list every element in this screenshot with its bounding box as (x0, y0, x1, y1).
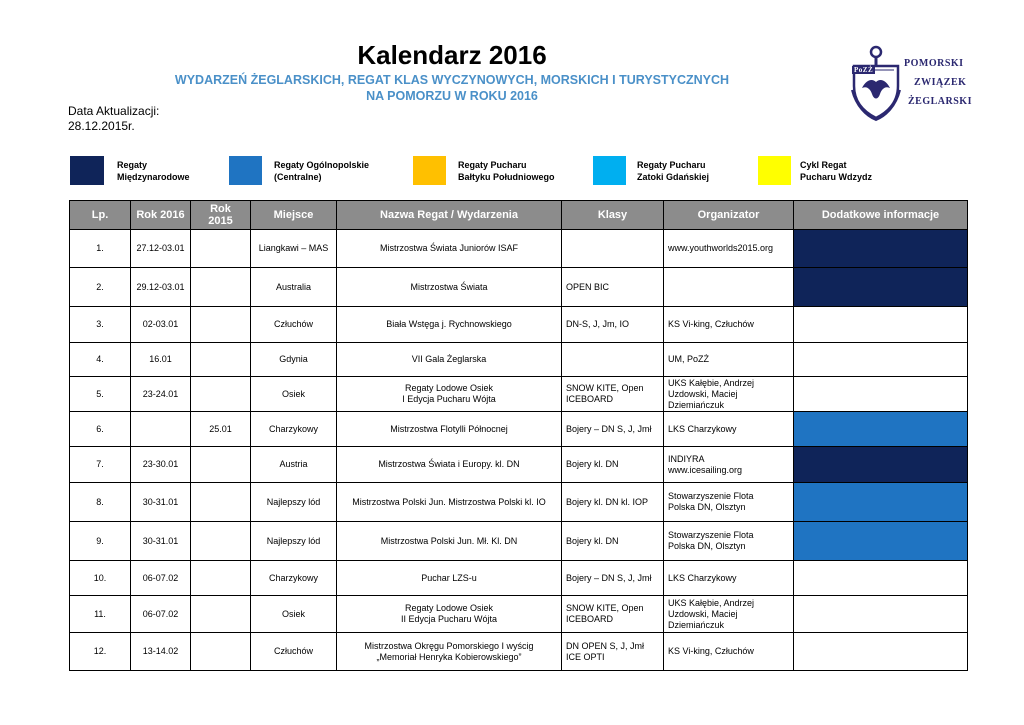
cell-dodatkowe (794, 377, 968, 412)
update-date: 28.12.2015r. (68, 119, 135, 133)
cell-lp: 9. (70, 522, 131, 561)
header-rok-2016: Rok 2016 (131, 201, 191, 230)
page-subtitle-line2: NA POMORZU W ROKU 2016 (366, 89, 538, 103)
cell-dodatkowe (794, 633, 968, 671)
pozz-logo (848, 44, 972, 122)
logo-line3: ŻEGLARSKI (908, 96, 972, 107)
cell-lp: 11. (70, 596, 131, 633)
cell-nazwa: Mistrzostwa Świata Juniorów ISAF (337, 230, 562, 268)
cell-lp: 1. (70, 230, 131, 268)
legend-label-wdzydze-cup: Cykl Regat Pucharu Wdzydz (800, 160, 873, 182)
cell-organizator (664, 268, 794, 307)
table-body (70, 230, 968, 671)
cell-nazwa: Regaty Lodowe Osiek I Edycja Pucharu Wójta (337, 377, 562, 412)
cell-rok-2016: 16.01 (131, 343, 191, 377)
cell-dodatkowe (794, 447, 968, 483)
cell-nazwa: Mistrzostwa Świata i Europy. kl. DN (337, 447, 562, 483)
cell-miejsce: Najlepszy lód (251, 483, 337, 522)
cell-miejsce: Australia (251, 268, 337, 307)
header-klasy: Klasy (562, 201, 664, 230)
table-row (70, 268, 968, 307)
header-lp: Lp. (70, 201, 131, 230)
cell-nazwa: Puchar LZS-u (337, 561, 562, 596)
cell-rok-2015 (191, 268, 251, 307)
cell-klasy: SNOW KITE, Open ICEBOARD (562, 596, 664, 633)
update-label: Data Aktualizacji: (68, 104, 160, 118)
cell-organizator: Stowarzyszenie Flota Polska DN, Olsztyn (664, 522, 794, 561)
cell-rok-2016: 30-31.01 (131, 483, 191, 522)
table-row (70, 596, 968, 633)
table-row (70, 307, 968, 343)
table-row (70, 343, 968, 377)
header-nazwa: Nazwa Regat / Wydarzenia (337, 201, 562, 230)
table-row (70, 447, 968, 483)
cell-nazwa: Mistrzostwa Flotylli Północnej (337, 412, 562, 447)
cell-nazwa: Mistrzostwa Polski Jun. Mistrzostwa Polski kl. IO (337, 483, 562, 522)
cell-miejsce: Osiek (251, 377, 337, 412)
cell-miejsce: Osiek (251, 596, 337, 633)
cell-rok-2016: 27.12-03.01 (131, 230, 191, 268)
cell-rok-2015 (191, 447, 251, 483)
legend-swatch-wdzydze-cup (758, 156, 791, 185)
cell-organizator: LKS Charzykowy (664, 561, 794, 596)
cell-klasy: Bojery kl. DN kl. IOP (562, 483, 664, 522)
header-miejsce: Miejsce (251, 201, 337, 230)
cell-klasy: SNOW KITE, Open ICEBOARD (562, 377, 664, 412)
cell-organizator: INDIYRA www.icesailing.org (664, 447, 794, 483)
table-row (70, 633, 968, 671)
cell-dodatkowe (794, 483, 968, 522)
cell-miejsce: Gdynia (251, 343, 337, 377)
cell-klasy: DN OPEN S, J, Jmł ICE OPTI (562, 633, 664, 671)
cell-dodatkowe (794, 268, 968, 307)
cell-dodatkowe (794, 596, 968, 633)
cell-lp: 4. (70, 343, 131, 377)
cell-organizator: www.youthworlds2015.org (664, 230, 794, 268)
cell-miejsce: Liangkawi – MAS (251, 230, 337, 268)
legend-label-international: Regaty Międzynarodowe (117, 160, 190, 182)
regatta-calendar-table (69, 200, 968, 671)
cell-rok-2016: 30-31.01 (131, 522, 191, 561)
page-subtitle-line1: WYDARZEŃ ŻEGLARSKICH, REGAT KLAS WYCZYNOWYCH, MORSKICH I TURYSTYCZNYCH (174, 73, 730, 87)
cell-rok-2015 (191, 343, 251, 377)
cell-organizator: UKS Kałębie, Andrzej Uzdowski, Maciej Dziemiańczuk (664, 596, 794, 633)
cell-organizator: KS Vi-king, Człuchów (664, 307, 794, 343)
cell-miejsce: Austria (251, 447, 337, 483)
table-row (70, 522, 968, 561)
cell-dodatkowe (794, 522, 968, 561)
legend-swatch-baltic-cup (413, 156, 446, 185)
cell-lp: 12. (70, 633, 131, 671)
table-row (70, 377, 968, 412)
cell-organizator: UM, PoZŻ (664, 343, 794, 377)
cell-nazwa: Mistrzostwa Świata (337, 268, 562, 307)
cell-organizator: KS Vi-king, Człuchów (664, 633, 794, 671)
cell-dodatkowe (794, 343, 968, 377)
cell-rok-2016: 23-24.01 (131, 377, 191, 412)
table-row (70, 230, 968, 268)
cell-organizator: LKS Charzykowy (664, 412, 794, 447)
legend-swatch-international (70, 156, 104, 185)
cell-klasy: Bojery – DN S, J, Jmł (562, 412, 664, 447)
cell-rok-2016: 02-03.01 (131, 307, 191, 343)
cell-nazwa: Biała Wstęga j. Rychnowskiego (337, 307, 562, 343)
cell-rok-2016: 06-07.02 (131, 596, 191, 633)
logo-line2: ZWIĄZEK (914, 77, 967, 88)
header-organizator: Organizator (664, 201, 794, 230)
cell-klasy: Bojery kl. DN (562, 447, 664, 483)
anchor-shield-icon (848, 44, 908, 122)
update-info (68, 104, 159, 134)
cell-dodatkowe (794, 561, 968, 596)
table-header-row (70, 201, 968, 230)
cell-rok-2016: 29.12-03.01 (131, 268, 191, 307)
cell-lp: 2. (70, 268, 131, 307)
cell-lp: 8. (70, 483, 131, 522)
page-title: Kalendarz 2016 (357, 40, 547, 70)
cell-rok-2016 (131, 412, 191, 447)
cell-rok-2015 (191, 561, 251, 596)
table-row (70, 412, 968, 447)
cell-lp: 7. (70, 447, 131, 483)
cell-rok-2015: 25.01 (191, 412, 251, 447)
cell-miejsce: Człuchów (251, 633, 337, 671)
cell-rok-2016: 06-07.02 (131, 561, 191, 596)
cell-rok-2015 (191, 230, 251, 268)
legend-swatch-gdansk-cup (593, 156, 626, 185)
legend-label-national: Regaty Ogólnopolskie (Centralne) (274, 160, 370, 182)
cell-rok-2015 (191, 307, 251, 343)
legend-label-gdansk-cup: Regaty Pucharu Zatoki Gdańskiej (637, 160, 710, 182)
cell-klasy: OPEN BIC (562, 268, 664, 307)
cell-miejsce: Charzykowy (251, 561, 337, 596)
cell-nazwa: Mistrzostwa Okręgu Pomorskiego I wyścig „Memoriał Henryka Kobierowskiego” (337, 633, 562, 671)
legend-label-baltic-cup: Regaty Pucharu Bałtyku Południowego (458, 160, 555, 182)
cell-rok-2015 (191, 377, 251, 412)
cell-rok-2015 (191, 596, 251, 633)
cell-rok-2016: 13-14.02 (131, 633, 191, 671)
legend-swatch-national (229, 156, 262, 185)
cell-klasy (562, 343, 664, 377)
cell-nazwa: Regaty Lodowe Osiek II Edycja Pucharu Wójta (337, 596, 562, 633)
cell-rok-2015 (191, 633, 251, 671)
table-row (70, 483, 968, 522)
cell-dodatkowe (794, 307, 968, 343)
cell-miejsce: Najlepszy lód (251, 522, 337, 561)
cell-klasy: Bojery kl. DN (562, 522, 664, 561)
cell-nazwa: Mistrzostwa Polski Jun. Mł. Kl. DN (337, 522, 562, 561)
logo-badge: PoZŻ (854, 66, 874, 74)
cell-klasy: DN-S, J, Jm, IO (562, 307, 664, 343)
cell-klasy (562, 230, 664, 268)
cell-klasy: Bojery – DN S, J, Jmł (562, 561, 664, 596)
cell-miejsce: Charzykowy (251, 412, 337, 447)
cell-dodatkowe (794, 230, 968, 268)
cell-lp: 5. (70, 377, 131, 412)
cell-organizator: Stowarzyszenie Flota Polska DN, Olsztyn (664, 483, 794, 522)
header-dodatkowe: Dodatkowe informacje (794, 201, 968, 230)
cell-organizator: UKS Kałębie, Andrzej Uzdowski, Maciej Dziemiańczuk (664, 377, 794, 412)
cell-rok-2015 (191, 483, 251, 522)
cell-miejsce: Człuchów (251, 307, 337, 343)
cell-nazwa: VII Gala Żeglarska (337, 343, 562, 377)
logo-line1: POMORSKI (904, 58, 964, 69)
cell-lp: 3. (70, 307, 131, 343)
cell-lp: 6. (70, 412, 131, 447)
cell-rok-2016: 23-30.01 (131, 447, 191, 483)
cell-dodatkowe (794, 412, 968, 447)
table-row (70, 561, 968, 596)
cell-rok-2015 (191, 522, 251, 561)
header-rok-2015: Rok 2015 (191, 201, 251, 230)
cell-lp: 10. (70, 561, 131, 596)
